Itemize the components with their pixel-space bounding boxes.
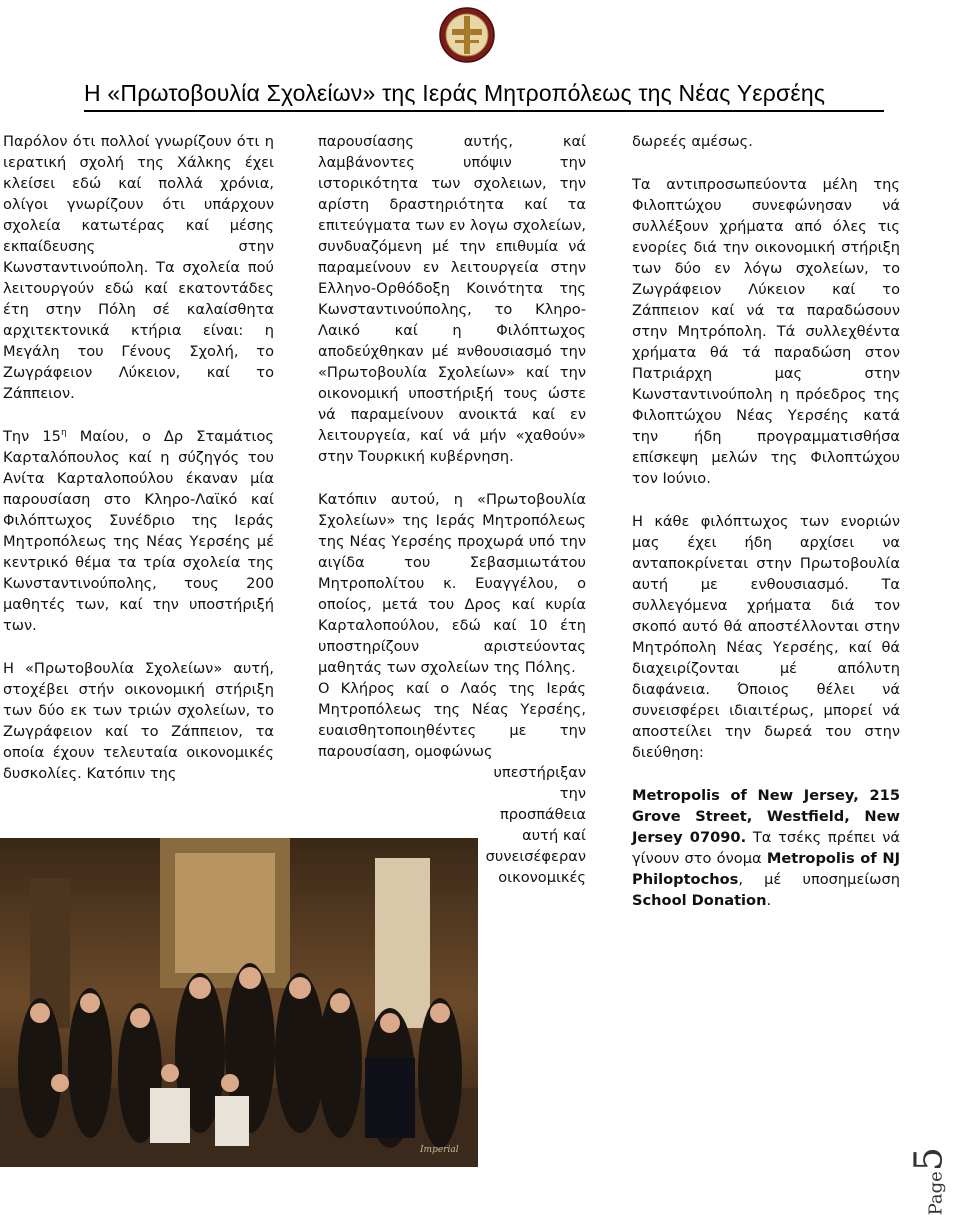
paragraph: Την $15^\eta$ Μαίου, ο Δρ Σταμάτιος Καρταλόπουλος καί η σύζηγός του Ανίτα Καρταλοπούλου έκαναν μία παρουσίαση στο Κληρο-Λαϊκό καί Φιλόπτωχος Συνέδριο της Ιεράς Μητροπόλεως της Νέας Υερσέης μέ κεντρικό θέμα τα τρία σχολεία της Κωνσταντινούπολης, τους 200 μαθητές των, καί την υποστήριξή των.: [3, 428, 274, 634]
paragraph: Η «Πρωτοβουλία Σχολείων» αυτή, στοχέβει στήν οικονομική στήριξη των δύο εκ των τριών σχολείων, το Ζωγράφειον καί το Ζάππειον, τα οποία έχουν τελευταία οικονομικές δυσκολίες. Κατόπιν της: [3, 660, 274, 782]
donation-address: Metropolis of New Jersey, 215 Grove Street, Westfield, New Jersey 07090. Τα τσέκς πρέπει νά γίνουν στο όνομα Metropolis of NJ Philoptochos, μέ υποσημείωση School Donation.: [632, 787, 901, 909]
paragraph: Κατόπιν αυτού, η «Πρωτοβουλία Σχολείων» της Ιεράς Μητροπόλεως της Νέας Υερσέης προχωρά υπό την αιγίδα του Σεβασμιωτάτου Μητροπολίτου κ. Ευαγγέλου, ο οποίος, μετά του Δρος καί κυρία Καρταλοπούλου, εδώ καί 10 έτη υποστηρίζουν αριστεύοντας μαθητάς των σχολείων της Πόλης.: [318, 491, 586, 676]
metropolis-seal-logo: [438, 6, 496, 64]
article-column-2: [318, 131, 586, 888]
article-column-1: [3, 131, 274, 806]
group-photo: [0, 838, 478, 1167]
paragraph: Παρόλον ότι πολλοί γνωρίζουν ότι η ιερατική σχολή της Χάλκης έχει κλείσει εδώ καί πολλά χρόνια, ολίγοι γνωρίζουν ότι υπάρχουν σχολεία κατωτέρας καί μέσης εκπαίδευσης στην Κωνσταντινούπολη. Τα σχολεία πού λειτουργούν εδώ καί εκατοντάδες έτη στην Πόλη σέ καλαίσθητα αρχιτεκτονικά κτήρια είναι: η Μεγάλη του Γένους Σχολή, το Ζωγράφειον Λύκειον, καί το Ζάππειον.: [3, 133, 274, 402]
page-number: Page5: [906, 1147, 950, 1215]
paragraph: Τα αντιπροσωπεύοντα μέλη της Φιλοπτώχου συνεφώνησαν νά συλλέξουν χρήματα από όλες τις ενορίες διά την οικονομική στήριξη των δύο εν λόγω σχολείων, το Ζωγράφειον Λύκειον καί το Ζάππειον καί νά τα παραδώσουν στην Μητρόπολη. Τά συλλεχθέντα χρήματα θά τά παραδώση στον Πατριάρχη μας στην Κωνσταντινούπολη η πρόεδρος της Φιλοπτώχου Νέας Υερσέης κατά την ήδη προγραμματισθήσα επίσκεψη μελών της Φιλοπτώχου τον Ιούνιο.: [632, 176, 900, 487]
photo-watermark: Imperial: [420, 1145, 459, 1155]
wrapped-text: υπεστήριξαν την προσπάθεια αυτή καί συνεισέφεραν οικονομικές: [485, 764, 586, 886]
article-column-3: [632, 131, 900, 933]
paragraph: δωρεές αμέσως.: [632, 133, 753, 150]
paragraph: παρουσίασης αυτής, καί λαμβάνοντες υπόψιν την ιστορικότητα των σχολειων, την αρίστη δραστηριότητα καί τα επιτεύγματα των εν λογω σχολείων, συνδυαζόμενη μέ την επιθυμία νά παραμείνουν εν λειτουργεία στην Ελληνο-Ορθόδοξη Κοινότητα της Κωνσταντινούπολης, το Κληρο-Λαικό καί η Φιλόπτωχος αποδεύχθηκαν μέ ¤νθουσιασμό την «Πρωτοβουλία Σχολείων» καί την οικονομική υποστήριξή τους ώστε νά παραμείνουν ανοικτά καί εν λειτουργεία, καί νά μήν «χαθούν» στην Τουρκική κυβέρνηση.: [318, 133, 586, 465]
page-title: Η «Πρωτοβουλία Σχολείων» της Ιεράς Μητροπόλεως της Νέας Υερσέης: [84, 80, 884, 112]
paragraph: Ο Κλήρος καί ο Λαός της Ιεράς Μητροπόλεως της Νέας Υερσέης, ευαισθητοποιηθέντες με την παρουσίαση, ομοφώνως: [318, 680, 586, 760]
paragraph: Η κάθε φιλόπτωχος των ενοριών μας έχει ήδη αρχίσει να ανταποκρίνεται στην Πρωτοβουλία αυτή με ενθουσιασμό. Τα συλλεγόμενα χρήματα διά τον σκοπό αυτό θά αποστέλλονται στην Μητρόπολη Νέας Υερσέης, καί θά διαχειρίζονται μέ απόλυτη διαφάνεια. Όποιος θέλει νά συνεισφέρει ιδιαιτέρως, μπορεί νά αποστείλει την δωρεά του στην διεύθηση:: [632, 513, 900, 761]
